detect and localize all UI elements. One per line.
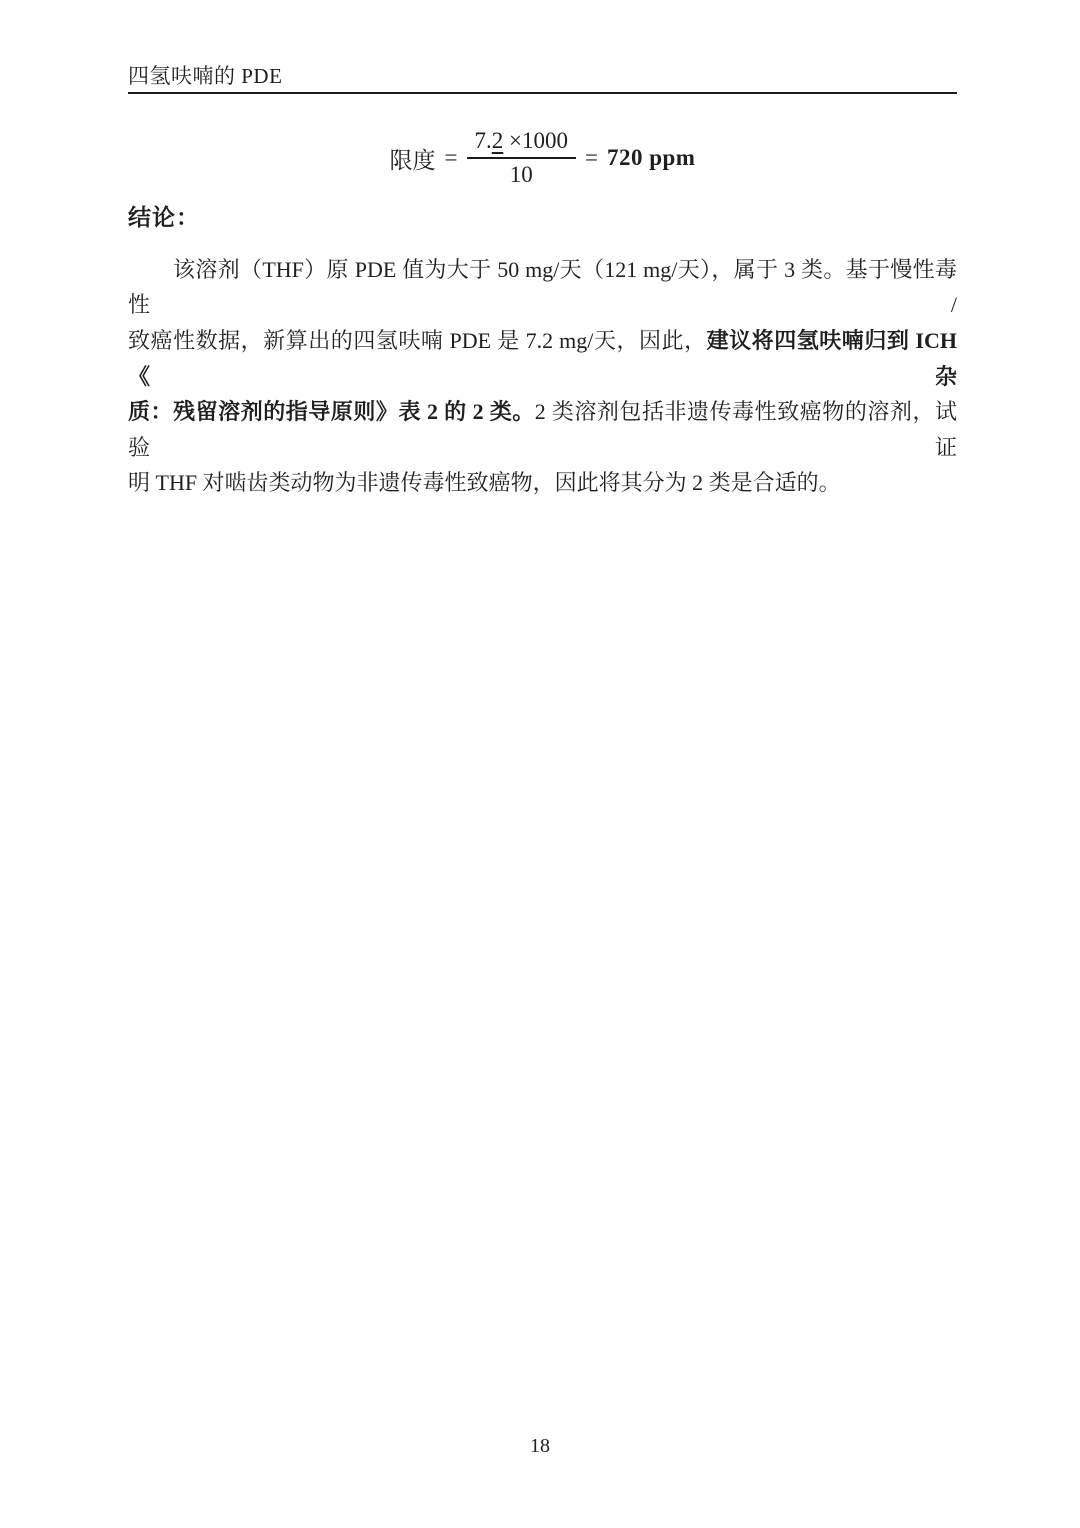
formula-equals-sign: = — [444, 145, 458, 171]
conclusion-heading: 结论： — [128, 204, 200, 230]
paragraph-text: 明 THF 对啮齿类动物为非遗传毒性致癌物，因此将其分为 2 类是合适的。 — [128, 470, 841, 496]
formula-equals-sign-2: = — [584, 145, 598, 171]
paragraph-text: 致癌性数据，新算出的四氢呋喃 PDE 是 7.2 mg/天，因此， — [128, 328, 707, 354]
conclusion-paragraph — [128, 252, 957, 501]
page-header-title: 四氢呋喃的 PDE — [128, 64, 283, 88]
formula-lhs: 限度 — [389, 147, 436, 173]
numerator-pre: 7. — [474, 128, 492, 153]
limit-formula — [128, 128, 957, 189]
paragraph-bold-text: 建议将四氢呋喃归到 ICH 《杂 — [128, 328, 957, 389]
formula-result: 720 ppm — [606, 145, 696, 171]
paragraph-line-2 — [128, 323, 957, 394]
paragraph-line-3 — [128, 394, 957, 465]
paragraph-line-4 — [128, 465, 957, 501]
paragraph-text: 该溶剂（THF）原 PDE 值为大于 50 mg/天（121 mg/天），属于 3 类。基于慢性毒性/ — [128, 256, 957, 318]
paragraph-bold-text: 质：残留溶剂的指导原则》表 2 的 2 类。 — [128, 399, 535, 425]
formula-fraction — [467, 128, 576, 189]
page-number: 18 — [530, 1435, 550, 1457]
paragraph-text: 2 类溶剂包括非遗传毒性致癌物的溶剂，试验证 — [128, 399, 957, 460]
paragraph-line-1 — [128, 252, 957, 323]
header-rule — [128, 92, 957, 94]
numerator-underlined-digit: 2 — [491, 128, 504, 153]
formula-numerator — [467, 128, 576, 159]
numerator-post: ×1000 — [503, 128, 568, 153]
formula-denominator: 10 — [509, 162, 533, 188]
page-header — [128, 63, 957, 94]
